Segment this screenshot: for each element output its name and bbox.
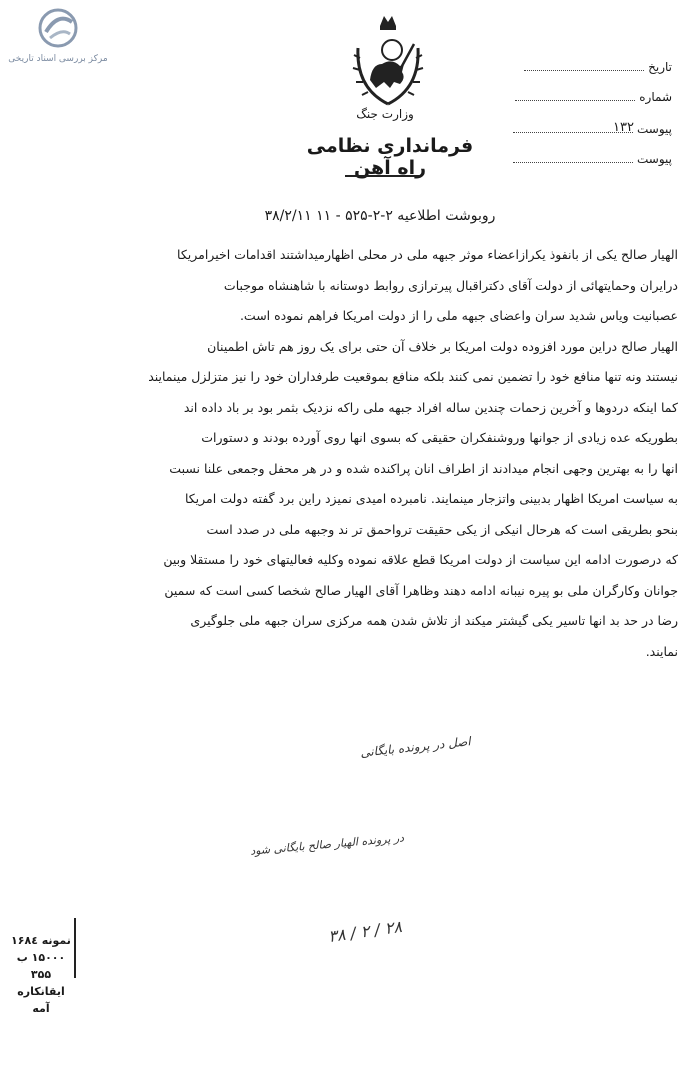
attachment-label-2: پیوست <box>637 152 672 166</box>
date-field <box>502 60 672 74</box>
body-line: بطوریکه عده زیادی از جوانها وروشنفکران حقیقی که بسوی انها روی آورده بودند و دستورات <box>201 430 678 445</box>
handwritten-date: ۲۸ / ۲ / ۳۸ <box>327 916 404 947</box>
form-code-line: ۱۵۰۰۰ ب <box>16 951 66 964</box>
attachment-value: ۱۳۲ <box>613 120 634 135</box>
number-field <box>502 90 672 104</box>
attachment-field <box>502 122 672 136</box>
archive-watermark <box>8 6 108 76</box>
body-line: به سیاست امریکا اظهار بدبینی واتزجار مینمایند. نامبرده امیدی نمیزد راین برد گفته دولت امریکا <box>184 491 678 506</box>
archive-logo-icon <box>28 6 88 54</box>
form-code-line: ۳۵۵ <box>30 968 52 981</box>
watermark-text: مرکز بررسی اسناد تاریخی <box>8 54 108 64</box>
handwritten-note-1: اصل در پرونده بایگانی <box>359 734 472 760</box>
body-line: نیستند ونه تنها منافع خود را تضمین نمی کنند بلکه منافع بموقعیت طرفداران خود را نیز متزلزل مینمایند <box>148 369 678 384</box>
attachment-dots-2 <box>513 152 633 163</box>
body-line: درایران وحمایتهائی از دولت آقای دکتراقبال پیرترازی روابط دوستانه با شاهنشاه موجبات <box>223 277 678 293</box>
ministry-name: وزارت جنگ <box>356 107 414 121</box>
body-line: کما اینکه دردوها و آخرین زحمات چندین ساله افراد جبهه ملی راکه نزدیک بثمر بود بر باد داده اند <box>183 399 678 415</box>
body-line: عصبانیت ویاس شدید سران واعضای جبهه ملی را از دولت امریکا فراهم نموده است. <box>239 308 678 323</box>
form-code <box>8 932 74 1017</box>
form-code-divider <box>74 918 76 978</box>
body-line: الهیار صالح دراین مورد افزوده دولت امریکا بر خلاف آن حتی برای یک روز هم تاش اطمینان <box>207 338 678 354</box>
form-code-line: ایقانکاره آمه <box>17 985 65 1015</box>
handwritten-note-2: در پرونده الهیار صالح بایگانی شود <box>249 831 405 858</box>
title-underline <box>345 175 420 177</box>
body-line: رضا در حد بد انها تاسیر یکی گیشتر میکند از تلاش شدن همه مرکزی سران جبهه ملی جلوگیری <box>190 613 678 628</box>
body-line: الهیار صالح یکی از بانفوذ یکرازاعضاء موثر جبهه ملی در محلی اظهارمیداشتند اقدامات اخیرامریکا <box>177 247 678 262</box>
number-dots <box>515 90 635 101</box>
letter-body <box>28 240 678 667</box>
body-line: که درصورت ادامه این سیاست از دولت امریکا قطع علاقه نموده وکلیه فعالیتهای خود را مستقلا وبین <box>163 552 678 567</box>
lion-and-sun-emblem-icon <box>348 8 428 108</box>
form-code-line: نمونه ۱۶۸٤ <box>11 934 71 947</box>
body-line: انها را به بهترین وجهی انجام میدادند از اطراف انان پراکنده شده و در هر محفل وجمعی علنا نسبت <box>169 460 678 476</box>
date-label: تاریخ <box>648 60 672 74</box>
body-line: نمایند. <box>645 643 678 659</box>
attachment-field-2 <box>502 152 672 166</box>
office-name: فرمانداری نظامی راه آهن <box>306 135 474 179</box>
subject-line: روبوشت اطلاعیه ۲-۲-۵۲۵ - ۱۱ ۳۸/۲/۱۱ <box>264 208 496 224</box>
number-label: شماره <box>639 90 672 104</box>
attachment-label: پیوست <box>637 122 672 136</box>
body-line: جوانان وکارگران ملی بو پیره نیبانه ادامه دهند وظاهرا آقای الهیار صالح شخصا کسی است که سمین <box>164 582 678 598</box>
date-dots <box>524 60 644 71</box>
body-line: بنحو بطریقی است که هرحال انیکی از یکی حقیقت ترواحمق تر ند وجبهه ملی در صدد است <box>206 521 678 537</box>
